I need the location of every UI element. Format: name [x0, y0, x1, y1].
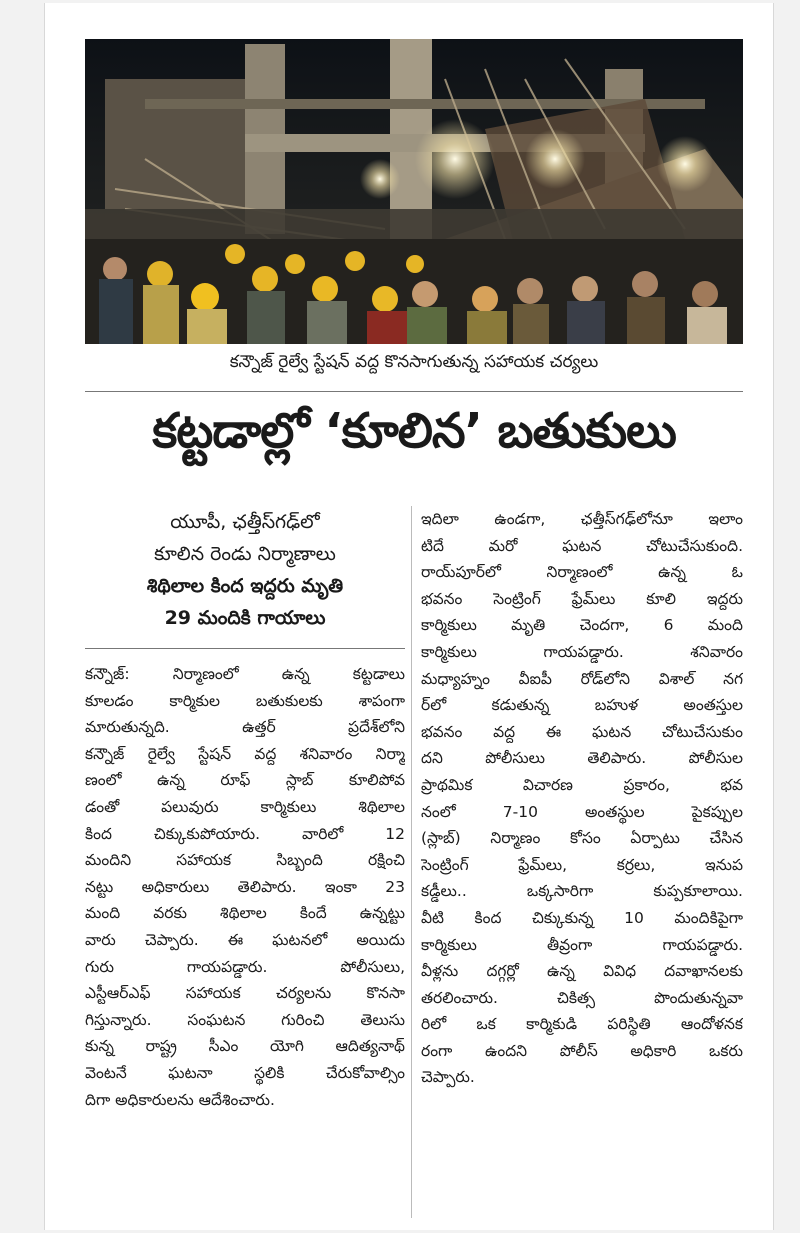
body-line: వారు చెప్పారు. ఈ ఘటనలో అయిదు — [85, 930, 405, 949]
photo-caption: కన్నౌజ్ రైల్వే స్టేషన్ వద్ద కొనసాగుతున్న సహాయక చర్యలు — [229, 352, 599, 372]
body-line: తరలించారు. చికిత్స పొందుతున్నవా — [421, 988, 743, 1007]
body-line: మంది వరకు శిథిలాల కిందే ఉన్నట్టు — [85, 904, 405, 923]
body-line: దని పోలీసులు తెలిపారు. పోలీసుల — [421, 749, 743, 768]
body-line: ప్రాథమిక విచారణ ప్రకారం, భవ — [421, 775, 743, 794]
body-line: కన్నౌజ్ రైల్వే స్టేషన్ వద్ద శనివారం నిర్మా — [85, 744, 405, 763]
body-line: రాయ్‌పూర్‌లో నిర్మాణంలో ఉన్న ఓ — [421, 563, 743, 582]
body-line: ర్‌లో కడుతున్న బహుళ అంతస్తుల — [421, 696, 743, 715]
right-column — [421, 506, 743, 1091]
body-line: కడ్డీలు.. ఒక్కసారిగా కుప్పకూలాయి. — [421, 882, 743, 901]
body-line: నట్టు అధికారులు తెలిపారు. ఇంకా 23 — [85, 877, 405, 896]
body-line: టిదే మరో ఘటన చోటుచేసుకుంది. — [421, 536, 743, 555]
body-line: వెంటనే ఘటనా స్థలికి చేరుకోవాల్సిం — [85, 1063, 405, 1082]
body-line: (స్లాబ్) నిర్మాణం కోసం ఏర్పాటు చేసిన — [421, 829, 743, 848]
body-line: కార్మికులు మృతి చెందగా, 6 మంది — [421, 616, 743, 635]
body-line: దిగా అధికారులను ఆదేశించారు. — [85, 1090, 275, 1109]
rescue-scene-photo — [85, 39, 743, 344]
left-body-text — [85, 661, 405, 1113]
body-line: భవనం సెంట్రింగ్ ఫ్రేమ్‌లు కూలి ఇద్దరు — [421, 589, 743, 608]
newspaper-clipping — [44, 3, 774, 1230]
body-line: మధ్యాహ్నం వీఐపీ రోడ్‌లోని విశాల్ నగ — [421, 669, 743, 688]
body-line: కూలడం కార్మికుల బతుకులకు శాపంగా — [85, 691, 405, 710]
body-line: కన్నౌజ్: నిర్మాణంలో ఉన్న కట్టడాలు — [85, 665, 405, 683]
body-line: ఇదిలా ఉండగా, ఛత్తీస్‌గఢ్‌లోనూ ఇలాం — [421, 510, 743, 528]
deck-line: కూలిన రెండు నిర్మాణాలు — [154, 543, 336, 565]
body-line: సెంట్రింగ్ ఫ్రేమ్‌లు, కర్రలు, ఇనుప — [421, 855, 743, 874]
body-line: రిలో ఒక కార్మికుడి పరిస్థితి ఆందోళనక — [421, 1015, 743, 1034]
column-divider — [411, 506, 412, 1218]
caption-divider — [85, 391, 743, 392]
deck-line: యూపీ, ఛత్తీస్‌గఢ్‌లో — [170, 511, 320, 533]
body-line: గురు గాయపడ్డారు. పోలీసులు, — [85, 957, 405, 976]
deck-divider — [85, 648, 405, 649]
body-line: మారుతున్నది. ఉత్తర్ ప్రదేశ్‌లోని — [85, 718, 405, 737]
deck-highlight: శిథిలాల కింద ఇద్దరు మృతి — [146, 575, 344, 597]
body-line: ఎస్టీఆర్ఎఫ్ సహాయక చర్యలను కొనసా — [85, 984, 405, 1003]
left-column — [85, 506, 405, 1113]
body-line: రంగా ఉందని పోలీస్ అధికారి ఒకరు — [421, 1041, 743, 1060]
body-line: చెప్పారు. — [421, 1068, 475, 1087]
deck-highlight: 29 మందికి గాయాలు — [164, 607, 326, 629]
body-line: మందిని సహాయక సిబ్బంది రక్షించి — [85, 851, 405, 870]
body-line: భవనం వద్ద ఈ ఘటన చోటుచేసుకుం — [421, 722, 743, 741]
body-line: కున్న రాష్ట్ర సీఎం యోగి ఆదిత్యనాథ్ — [85, 1037, 405, 1056]
body-line: వీటి కింద చిక్కుకున్న 10 మందికిపైగా — [421, 908, 743, 927]
body-line: కింద చిక్కుకుపోయారు. వారిలో 12 — [85, 824, 405, 843]
photo-illustration — [85, 39, 743, 344]
body-line: నంలో 7-10 అంతస్థుల పైకప్పుల — [421, 802, 743, 821]
headline: కట్టడాల్లో ‘కూలిన’ బతుకులు — [152, 403, 676, 459]
body-line: వీళ్లను దగ్గర్లో ఉన్న వివిధ దవాఖానలకు — [421, 962, 743, 981]
body-line: కార్మికులు తీవ్రంగా గాయపడ్డారు. — [421, 935, 743, 954]
body-line: డంతో పలువురు కార్మికులు శిథిలాల — [85, 797, 405, 816]
body-line: గిస్తున్నారు. సంఘటన గురించి తెలుసు — [85, 1010, 405, 1029]
body-line: ణంలో ఉన్న రూఫ్ స్లాబ్ కూలిపోవ — [85, 771, 405, 790]
right-body-text — [421, 506, 743, 1091]
body-line: కార్మికులు గాయపడ్డారు. శనివారం — [421, 642, 743, 661]
